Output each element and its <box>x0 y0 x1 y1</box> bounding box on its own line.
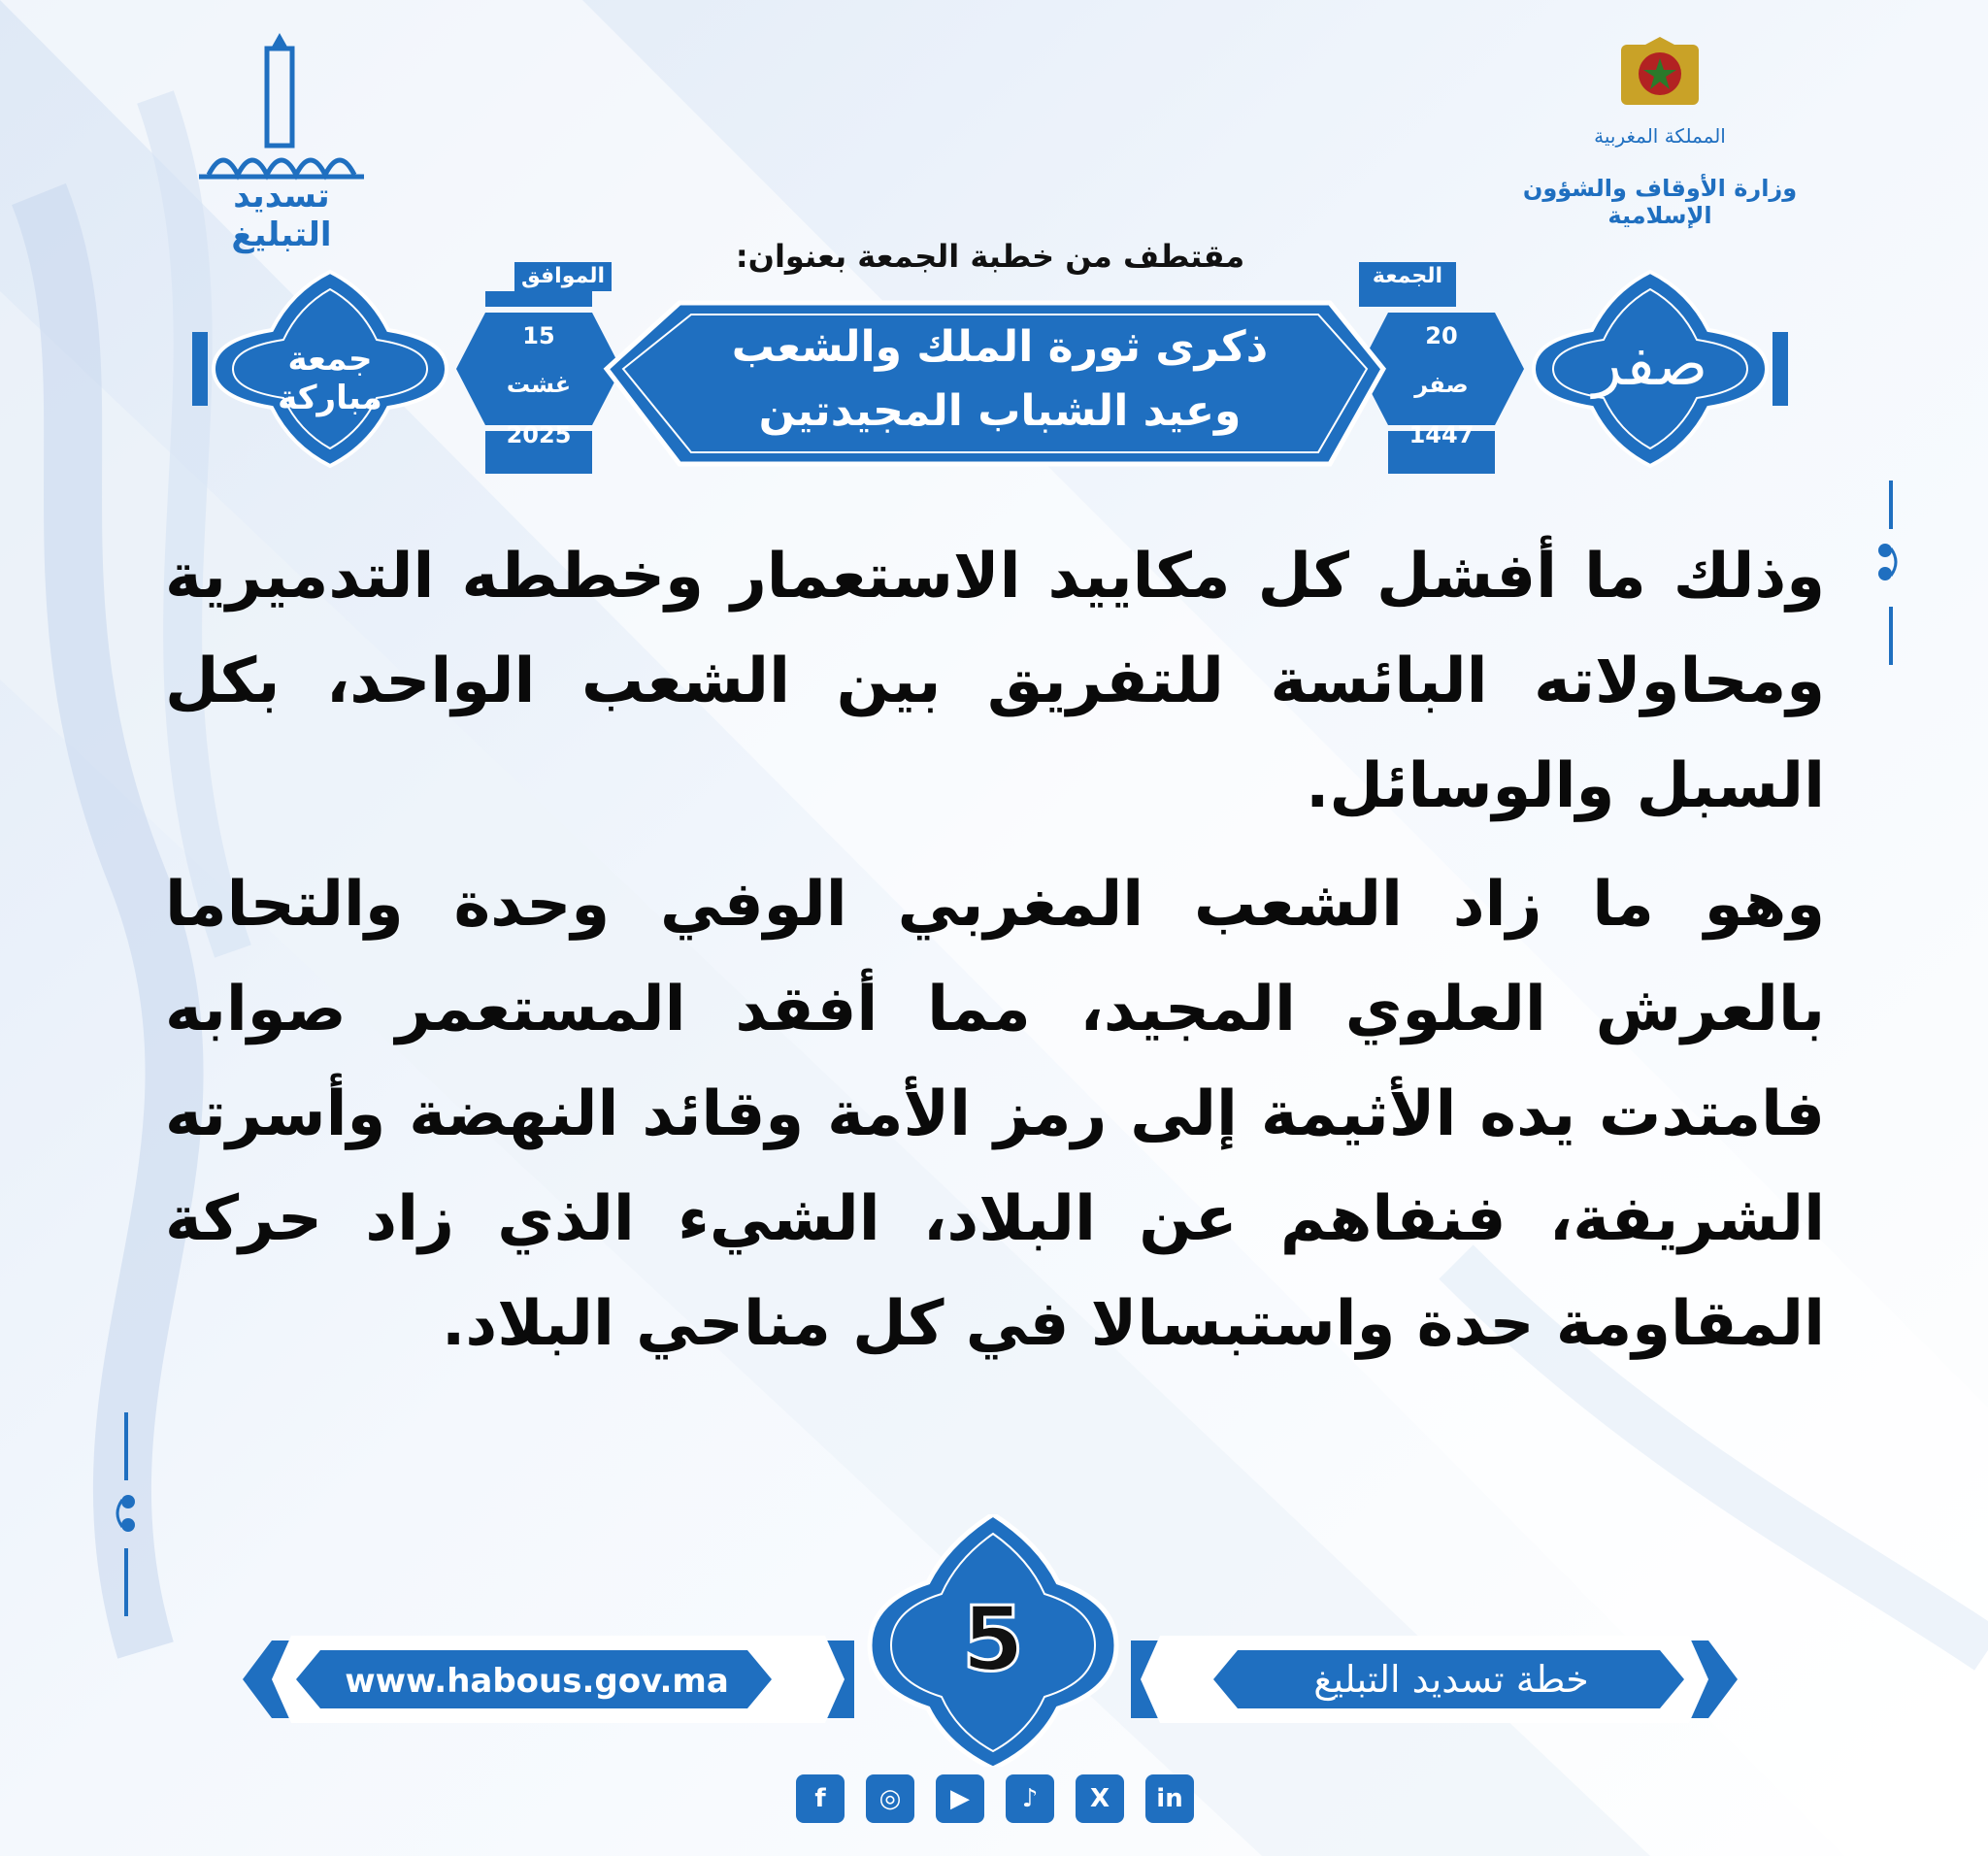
x-icon[interactable]: X <box>1076 1774 1124 1823</box>
gregorian-month: غشت <box>506 371 572 398</box>
hijri-day: 20 <box>1425 322 1458 349</box>
tiktok-icon[interactable]: ♪ <box>1006 1774 1054 1823</box>
paragraph-2: وهو ما زاد الشعب المغربي الوفي وحدة والتحاما بالعرش العلوي المجيد، مما أفقد المستعمر صوابه فامتدت يده الأثيمة إلى رمز الأمة وقائد النهضة وأسرته الشريفة، فنفاهم عن البلاد، الشيء الذي زاد حركة المقاومة حدة واستبسالا في كل مناحي البلاد. <box>165 869 1825 1360</box>
website-link[interactable]: www.habous.gov.ma <box>345 1662 729 1701</box>
gregorian-day: 15 <box>522 322 555 349</box>
month-medallion: صفر <box>1592 328 1708 399</box>
sermon-subtitle: مقتطف من خطبة الجمعة بعنوان: <box>735 238 1245 275</box>
page-number: 5 <box>961 1587 1024 1691</box>
hijri-label: الجمعة <box>1372 264 1443 288</box>
ministry-country: المملكة المغربية <box>1594 124 1726 148</box>
coat-of-arms-icon <box>1616 37 1704 107</box>
right-side-ornament-icon <box>1872 481 1910 665</box>
hijri-month: صفر <box>1414 371 1469 398</box>
jumuah-mubaraka-medallion: جمعة مباركة <box>278 340 382 417</box>
instagram-icon[interactable]: ◎ <box>866 1774 914 1823</box>
sermon-excerpt <box>165 524 1825 1376</box>
linkedin-icon[interactable]: in <box>1145 1774 1194 1823</box>
youtube-icon[interactable]: ▶ <box>936 1774 984 1823</box>
program-logo-text: تسديد التبليغ <box>231 177 332 254</box>
plan-label: خطة تسديد التبليغ <box>1313 1658 1589 1701</box>
sermon-title-line1: ذكرى ثورة الملك والشعب <box>731 322 1269 372</box>
facebook-icon[interactable]: f <box>796 1774 845 1823</box>
sermon-title-line2: وعيد الشباب المجيدتين <box>758 386 1242 436</box>
gregorian-year: 2025 <box>506 421 572 448</box>
paragraph-1: وذلك ما أفشل كل مكاييد الاستعمار وخططه التدميرية ومحاولاته البائسة للتفريق بين الشعب الواحد، بكل السبل والوسائل. <box>165 541 1825 822</box>
gregorian-label: الموافق <box>520 264 606 288</box>
ministry-name: وزارة الأوقاف والشؤون الإسلامية <box>1522 175 1798 229</box>
hijri-year: 1447 <box>1408 421 1474 448</box>
